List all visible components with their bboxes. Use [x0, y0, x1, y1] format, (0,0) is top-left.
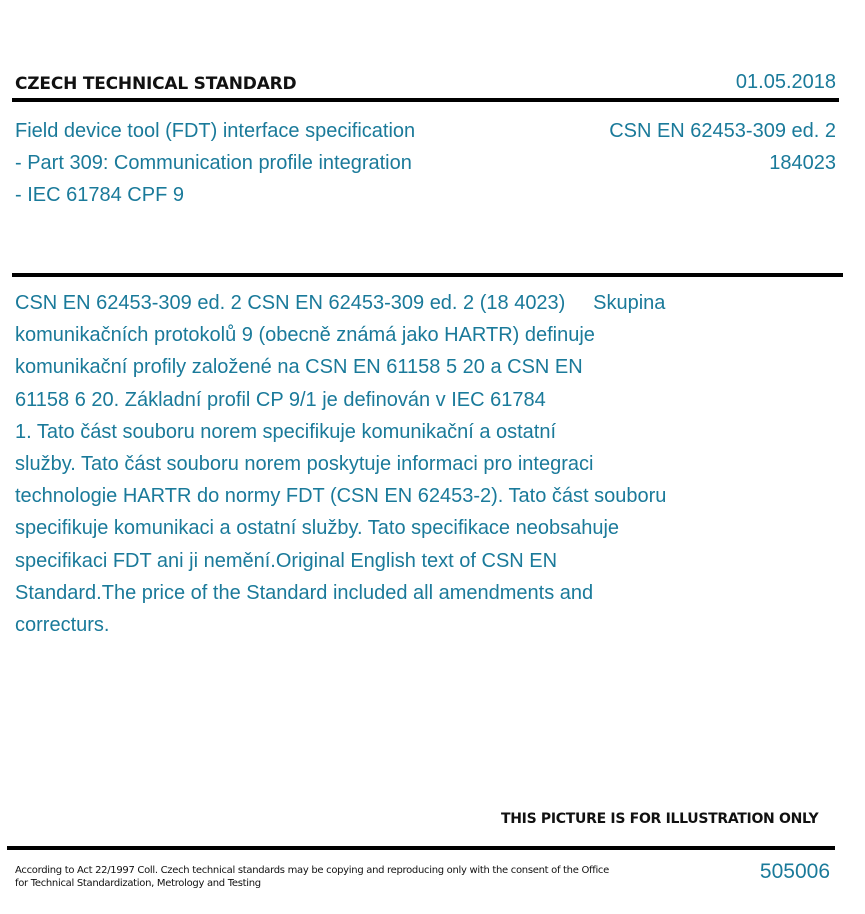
abstract-line: specifikuje komunikaci a ostatní služby. Tato specifikace neobsahuje	[15, 517, 620, 540]
document-type-label: CZECH TECHNICAL STANDARD	[15, 74, 297, 94]
title-line-2: - Part 309: Communication profile integration	[15, 152, 412, 174]
abstract-line: correcturs.	[15, 614, 110, 637]
publication-date: 01.05.2018	[735, 71, 836, 93]
abstract-line: komunikačních protokolů 9 (obecně známá jako HARTR) definuje	[15, 324, 595, 347]
title-divider	[12, 273, 843, 277]
standard-id-block	[609, 115, 836, 179]
catalog-number: 184023	[769, 152, 836, 174]
legal-notice	[15, 864, 609, 890]
abstract-line: specifikaci FDT ani ji nemění.Original English text of CSN EN	[15, 549, 558, 572]
abstract-text	[15, 287, 730, 641]
illustration-notice: THIS PICTURE IS FOR ILLUSTRATION ONLY	[501, 811, 819, 827]
title-line-3: - IEC 61784 CPF 9	[15, 184, 184, 206]
title-line-1: Field device tool (FDT) interface specification	[15, 120, 416, 142]
footer-divider	[7, 846, 835, 850]
abstract-line: CSN EN 62453-309 ed. 2 CSN EN 62453-309 ed. 2 (18 4023) Skupina	[15, 292, 666, 314]
header-divider	[12, 98, 839, 102]
document-number: 505006	[759, 860, 830, 883]
abstract-line: 1. Tato část souboru norem specifikuje komunikační a ostatní	[15, 420, 557, 443]
legal-line-1: According to Act 22/1997 Coll. Czech technical standards may be copying and reproducing only with the consent of the Office	[15, 865, 609, 876]
abstract-line: 61158 6 20. Základní profil CP 9/1 je definován v IEC 61784	[15, 388, 546, 411]
legal-line-2: for Technical Standardization, Metrology and Testing	[15, 878, 261, 889]
abstract-line: technologie HARTR do normy FDT (CSN EN 62453-2). Tato část souboru	[15, 485, 667, 508]
abstract-line: komunikační profily založené na CSN EN 61158 5 20 a CSN EN	[15, 356, 583, 379]
standard-id: CSN EN 62453-309 ed. 2	[609, 120, 836, 142]
abstract-line: Standard.The price of the Standard included all amendments and	[15, 581, 594, 604]
abstract-line: služby. Tato část souboru norem poskytuje informaci pro integraci	[15, 453, 594, 476]
